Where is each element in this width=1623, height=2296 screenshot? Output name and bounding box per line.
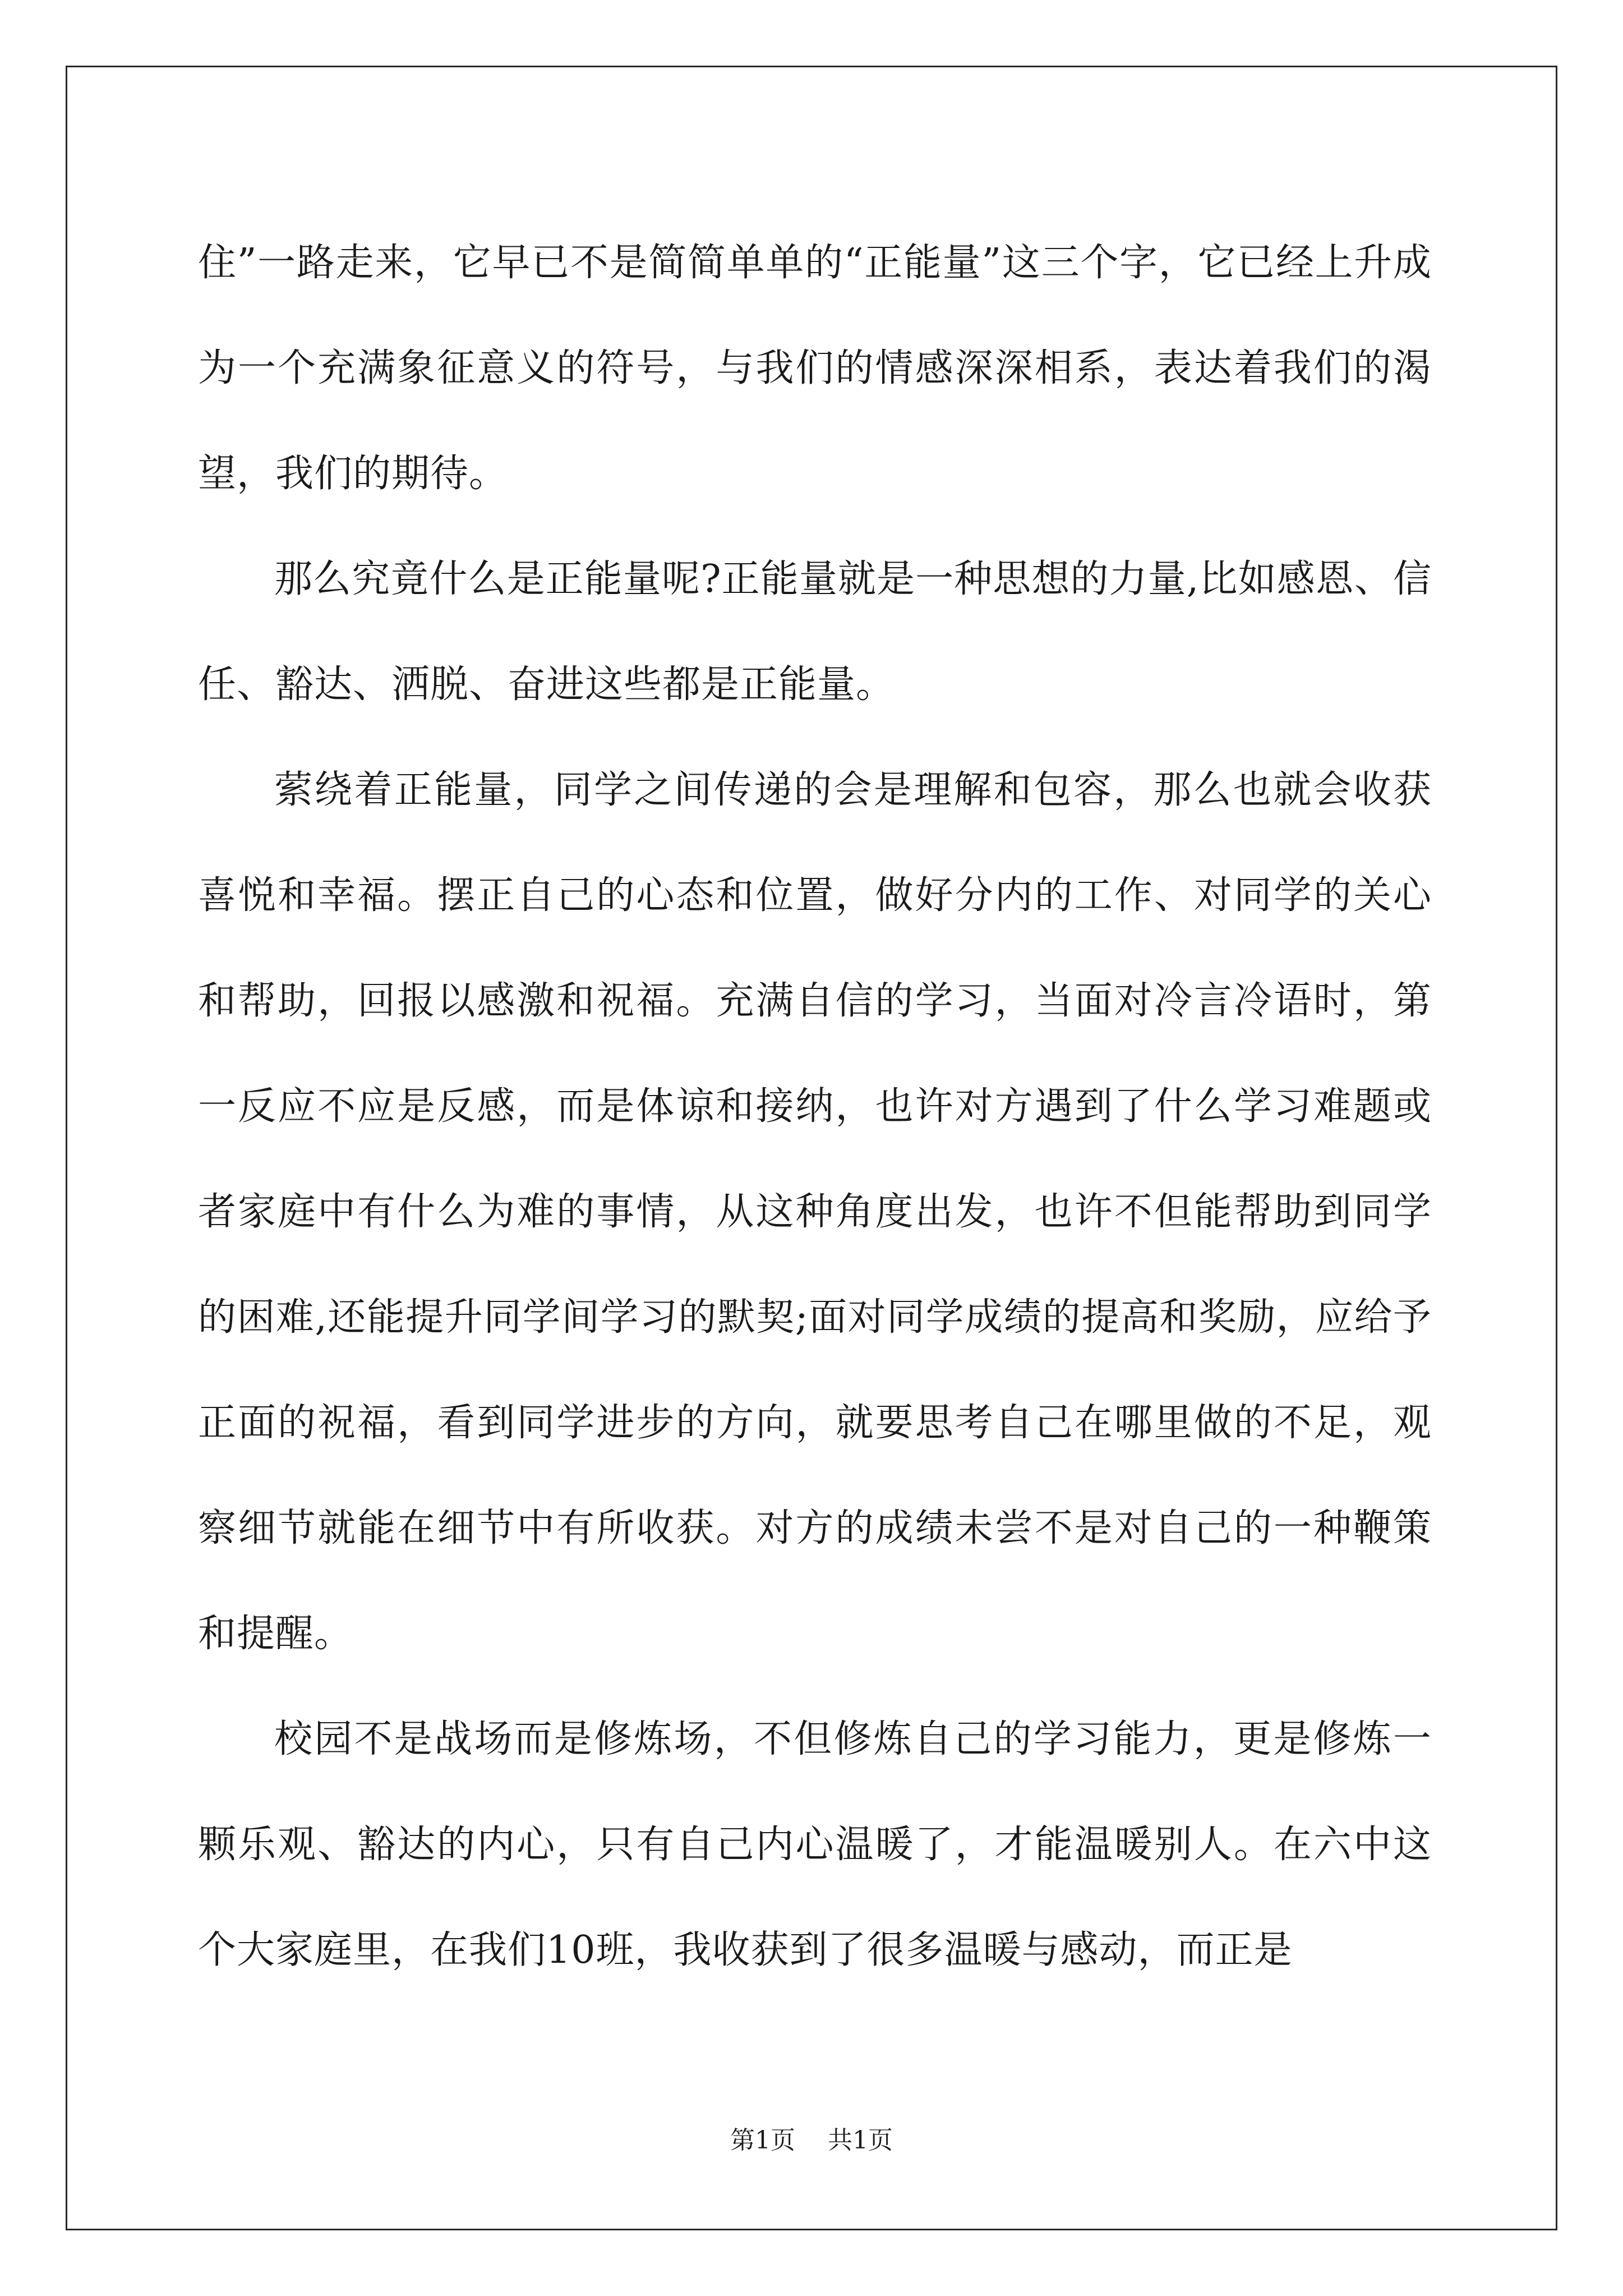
paragraph-3: 萦绕着正能量，同学之间传递的会是理解和包容，那么也就会收获喜悦和幸福。摆正自己的心态和位置，做好分内的工作、对同学的关心和帮助，回报以感激和祝福。充满自信的学习，当面对冷言冷语时，第一反应不应是反感，而是体谅和接纳，也许对方遇到了什么学习难题或者家庭中有什么为难的事情，从这种角度出发，也许不但能帮助到同学的困难,还能提升同学间学习的默契;面对同学成绩的提高和奖励，应给予正面的祝福，看到同学进步的方向，就要思考自己在哪里做的不足，观察细节就能在细节中有所收获。对方的成绩未尝不是对自己的一种鞭策和提醒。	[198, 768, 1432, 1656]
document-body	[198, 210, 1432, 2003]
page-number-current: 第1页	[730, 2126, 795, 2155]
page-number-total: 共1页	[828, 2126, 893, 2155]
paragraph-4: 校园不是战场而是修炼场，不但修炼自己的学习能力，更是修炼一颗乐观、豁达的内心，只有自己内心温暖了，才能温暖别人。在六中这个大家庭里，在我们10班，我收获到了很多温暖与感动，而正是	[198, 1717, 1432, 1972]
paragraph-1: 住”一路走来，它早已不是简简单单的“正能量”这三个字，它已经上升成为一个充满象征意义的符号，与我们的情感深深相系，表达着我们的渴望，我们的期待。	[198, 241, 1432, 496]
page-footer	[0, 2124, 1623, 2157]
paragraph-2: 那么究竟什么是正能量呢?正能量就是一种思想的力量,比如感恩、信任、豁达、洒脱、奋进这些都是正能量。	[198, 557, 1432, 707]
